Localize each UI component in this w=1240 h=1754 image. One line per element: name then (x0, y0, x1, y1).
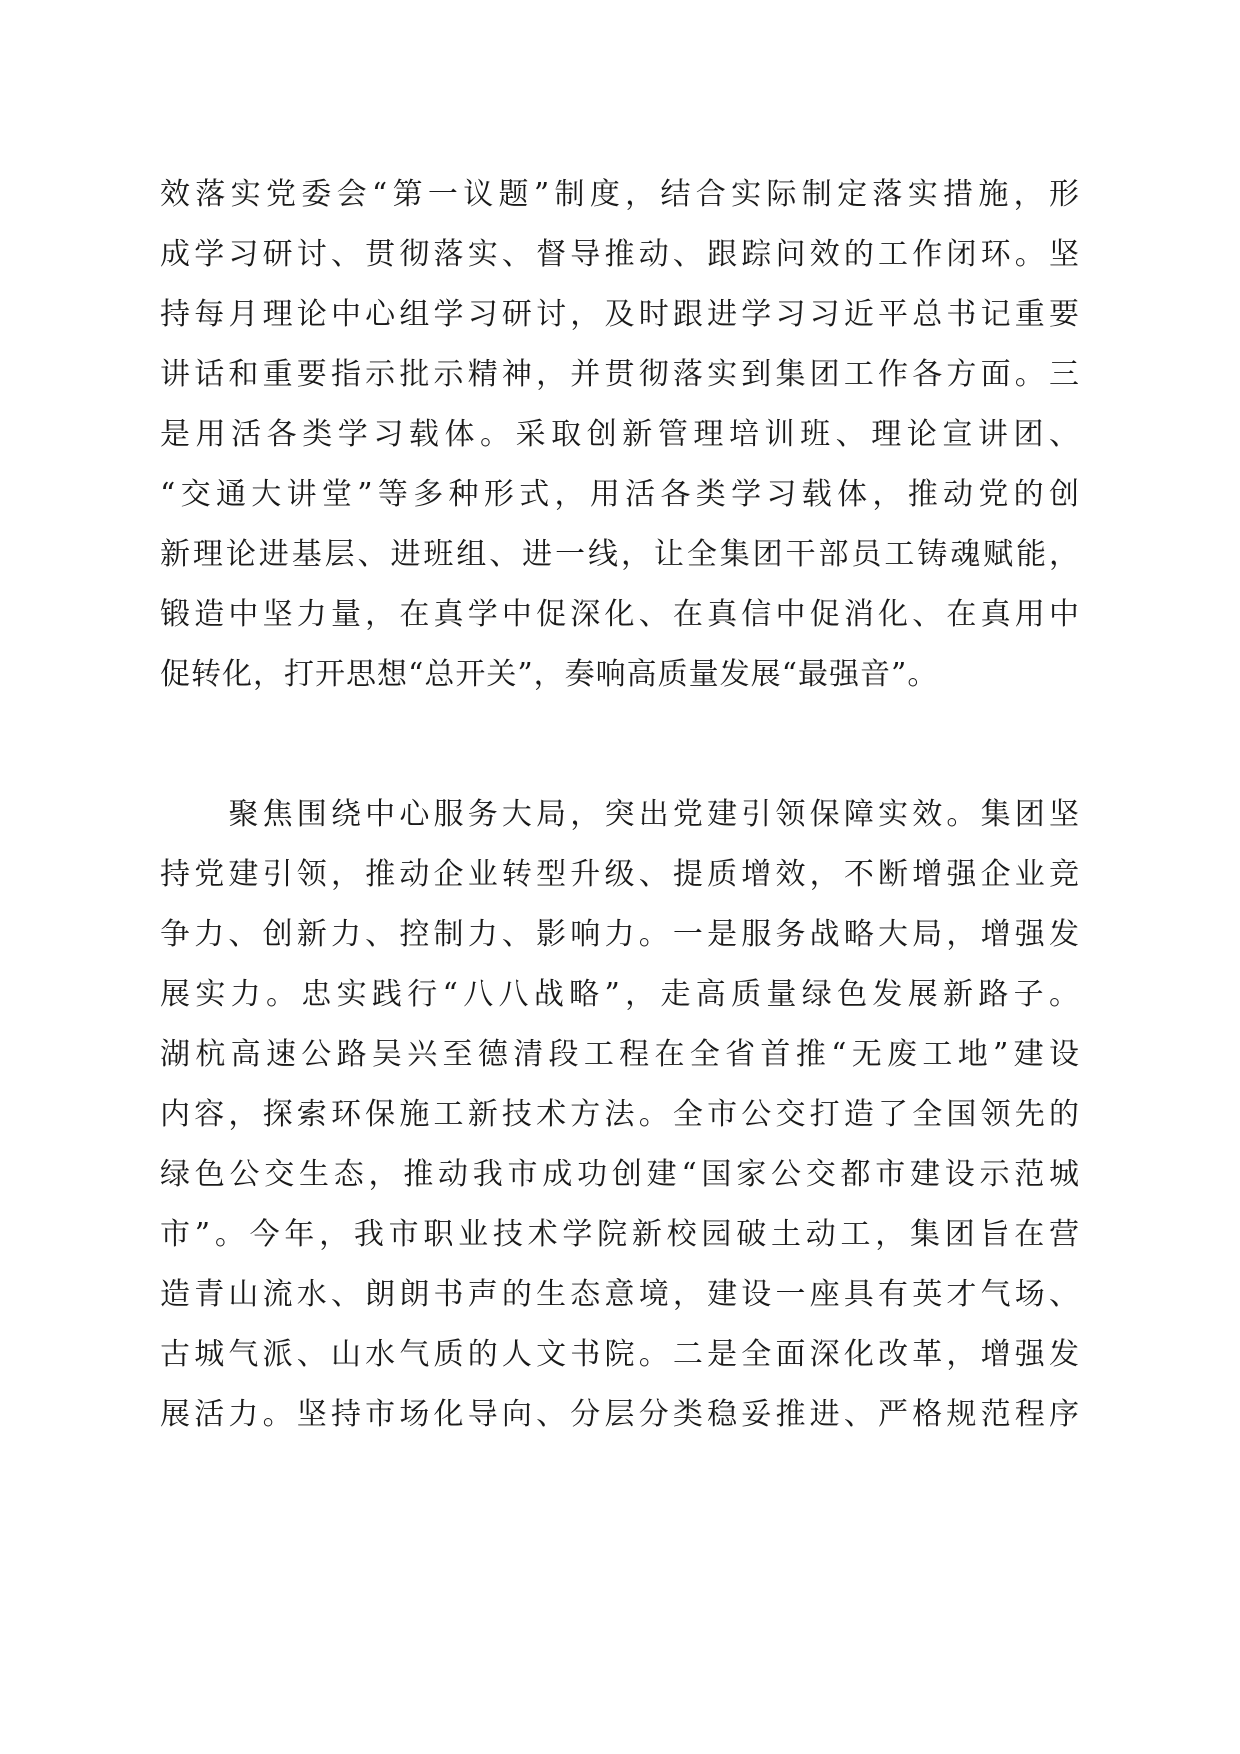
paragraph-line: 造青山流水、朗朗书声的生态意境，建设一座具有英才气场、 (160, 1277, 1080, 1312)
paragraph-line: 新理论进基层、进班组、进一线，让全集团干部员工铸魂赋能， (160, 537, 1080, 572)
paragraph-line: “交通大讲堂”等多种形式，用活各类学习载体，推动党的创 (160, 477, 1080, 512)
paragraph-line: 锻造中坚力量，在真学中促深化、在真信中促消化、在真用中 (160, 597, 1080, 632)
paragraph-line: 市”。今年，我市职业技术学院新校园破土动工，集团旨在营 (160, 1217, 1080, 1252)
paragraph-1 (160, 165, 1080, 705)
paragraph-line: 讲话和重要指示批示精神，并贯彻落实到集团工作各方面。三 (160, 357, 1080, 392)
paragraph-line: 争力、创新力、控制力、影响力。一是服务战略大局，增强发 (160, 917, 1080, 952)
paragraph-line: 内容，探索环保施工新技术方法。全市公交打造了全国领先的 (160, 1097, 1080, 1132)
paragraph-line: 展实力。忠实践行“八八战略”，走高质量绿色发展新路子。 (160, 977, 1080, 1012)
paragraph-line: 持每月理论中心组学习研讨，及时跟进学习习近平总书记重要 (160, 297, 1080, 332)
paragraph-line: 成学习研讨、贯彻落实、督导推动、跟踪问效的工作闭环。坚 (160, 237, 1080, 272)
paragraph-2 (160, 785, 1080, 1445)
paragraph-line: 持党建引领，推动企业转型升级、提质增效，不断增强企业竞 (160, 857, 1080, 892)
paragraph-line: 展活力。坚持市场化导向、分层分类稳妥推进、严格规范程序 (160, 1397, 1080, 1432)
paragraph-line: 是用活各类学习载体。采取创新管理培训班、理论宣讲团、 (160, 417, 1080, 452)
paragraph-line: 绿色公交生态，推动我市成功创建“国家公交都市建设示范城 (160, 1157, 1080, 1192)
paragraph-line: 聚焦围绕中心服务大局，突出党建引领保障实效。集团坚 (160, 797, 1080, 832)
paragraph-line: 效落实党委会“第一议题”制度，结合实际制定落实措施，形 (160, 177, 1080, 212)
paragraph-line: 湖杭高速公路吴兴至德清段工程在全省首推“无废工地”建设 (160, 1037, 1080, 1072)
paragraph-line: 促转化，打开思想“总开关”，奏响高质量发展“最强音”。 (160, 657, 939, 692)
paragraph-line: 古城气派、山水气质的人文书院。二是全面深化改革，增强发 (160, 1337, 1080, 1372)
